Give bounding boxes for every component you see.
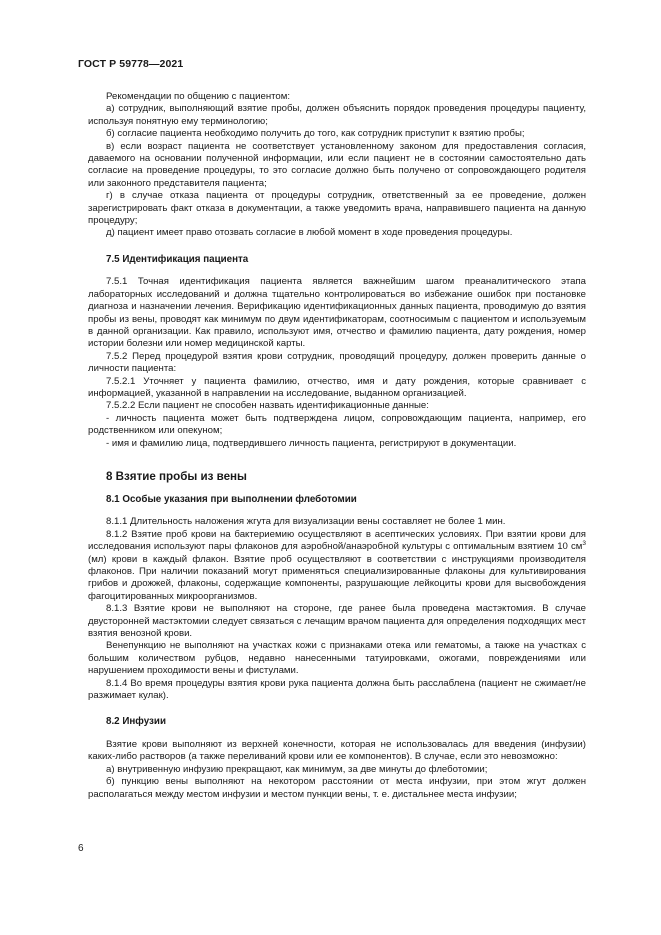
- paragraph-8-1-3: 8.1.3 Взятие крови не выполняют на стороне, где ранее была проведена мастэктомия. В случае двусторонней мастэктомии следует связаться с лечащим врачом пациента для определения подходящих мест взятия венозной крови.: [88, 603, 586, 640]
- paragraph-7-5-2-2: 7.5.2.2 Если пациент не способен назвать идентификационные данные:: [106, 400, 429, 412]
- list-item-v: в) если возраст пациента не соответствует установленному законом для предоставления согласия, даваемого на основании полученной информации, или если пациент не в состоянии самостоятельно дать согласие на проведение процедуры, то это согласие должно быть получено от сопровождающего родителя или законного представителя пациента;: [88, 140, 586, 189]
- list-item-g: г) в случае отказа пациента от процедуры сотрудник, ответственный за ее проведение, должен зарегистрировать факт отказа в документации, а также уведомить врача, направившего пациента на данную процедуру;: [88, 190, 586, 227]
- paragraph-7-5-2: 7.5.2 Перед процедурой взятия крови сотрудник, проводящий процедуру, должен проверить данные о личности пациента:: [88, 350, 586, 375]
- list-item-8-2-a: а) внутривенную инфузию прекращают, как минимум, за две минуты до флеботомии;: [106, 763, 488, 775]
- heading-8-2: 8.2 Инфузии: [106, 716, 166, 728]
- page-body: [88, 91, 586, 801]
- paragraph-8-1-4: 8.1.4 Во время процедуры взятия крови рука пациента должна быть расслаблена (пациент не сжимает/не разжимает кулак).: [88, 677, 586, 702]
- paragraph-8-1-2: [88, 529, 586, 603]
- superscript-3: 3: [582, 540, 586, 547]
- paragraph-7-5-1: 7.5.1 Точная идентификация пациента является важнейшим шагом преаналитического этапа лабораторных исследований и должна тщательно контролироваться во избежание ошибок при постановке диагноза и назначении лечения. Верификацию идентификационных данных пациента, проводимую до взятия пробы из вены, проводят как минимум по двум идентификаторам, соотносимым с пациентом и используемым в данной организации. Как правило, используют имя, отчество и фамилию пациента, дату рождения, номер истории болезни или номер медицинской карты.: [88, 276, 586, 350]
- paragraph-7-5-2-1: 7.5.2.1 Уточняет у пациента фамилию, отчество, имя и дату рождения, которые сравнивает с информацией, указанной в направлении на исследование, выданном организацией.: [88, 375, 586, 399]
- paragraph-recommendations: Рекомендации по общению с пациентом:: [106, 91, 291, 102]
- paragraph-venipuncture: Венепункцию не выполняют на участках кожи с признаками отека или гематомы, а также на участках с большим количеством рубцов, недавно нанесенными татуировками, ожогами, повреждениями или нарушением проходимости вены и фистулами.: [88, 640, 586, 677]
- dash-item-2: - имя и фамилию лица, подтвердившего личность пациента, регистрируют в документации.: [106, 437, 517, 449]
- dash-item-1: - личность пациента может быть подтверждена лицом, сопровождающим пациента, например, его родственником или опекуном;: [88, 412, 586, 437]
- list-item-a: а) сотрудник, выполняющий взятие пробы, должен объяснить порядок проведения процедуры пациенту, используя понятную ему терминологию;: [88, 103, 586, 127]
- paragraph-8-1-2-part1: 8.1.2 Взятие проб крови на бактериемию осуществляют в асептических условиях. При взятии крови для исследования используют пары флаконов для аэробной/анаэробной культуры с оптимальным взятием 10 см: [88, 528, 586, 553]
- heading-8: 8 Взятие пробы из вены: [106, 469, 247, 483]
- list-item-b: б) согласие пациента необходимо получить до того, как сотрудник приступит к взятию пробы;: [106, 128, 525, 140]
- paragraph-8-1-1: 8.1.1 Длительность наложения жгута для визуализации вены составляет не более 1 мин.: [106, 516, 506, 528]
- paragraph-8-1-2-part2: (мл) крови в каждый флакон. Взятие проб осуществляют в соответствии с инструкциями производителя флаконов. При наличии показаний могут применяться специализированные флаконы для культивирования грибов и дрожжей, флаконы, содержащие компоненты, разрушающие лейкоциты крови для высвобождения фагоцитированных микроорганизмов.: [88, 553, 586, 602]
- document-header: ГОСТ Р 59778—2021: [78, 58, 184, 70]
- heading-8-1: 8.1 Особые указания при выполнении флеботомии: [106, 493, 357, 505]
- list-item-d: д) пациент имеет право отозвать согласие в любой момент в ходе проведения процедуры.: [106, 227, 513, 239]
- paragraph-8-2-intro: Взятие крови выполняют из верхней конечности, которая не использовалась для введения (инфузии) каких-либо растворов (а также переливаний крови или ее компонентов). В случае, если это невозможно:: [88, 738, 586, 763]
- heading-7-5: 7.5 Идентификация пациента: [106, 253, 249, 265]
- list-item-8-2-b: б) пункцию вены выполняют на некотором расстоянии от места инфузии, при этом жгут должен располагаться между местом инфузии и местом пункции вены, т. е. дистальнее места инфузии;: [88, 776, 586, 800]
- page-number: 6: [78, 843, 84, 854]
